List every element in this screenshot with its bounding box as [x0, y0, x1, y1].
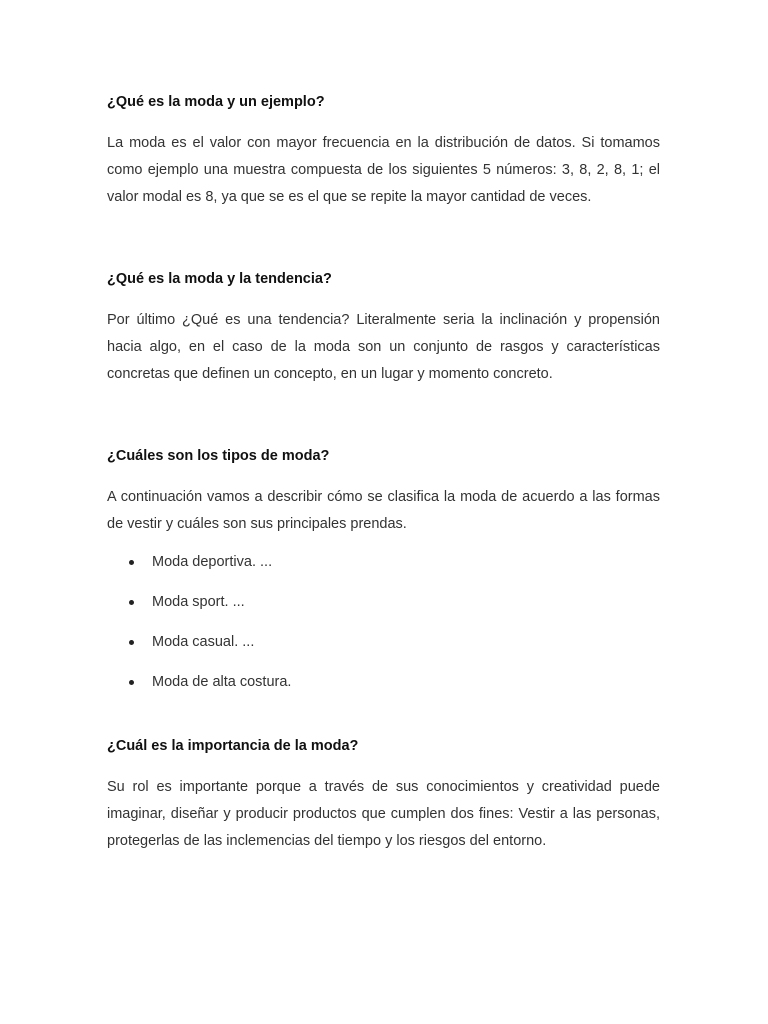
bullet-icon	[129, 600, 134, 605]
list-item	[107, 592, 660, 612]
list-item-label: Moda deportiva. ...	[152, 554, 273, 570]
section-paragraph-mode-types: A continuación vamos a describir cómo se clasifica la moda de acuerdo a las formas de vestir y cuáles son sus principales prendas.	[107, 489, 660, 532]
list-item-label: Moda casual. ...	[152, 634, 255, 650]
section-spacer	[107, 388, 660, 446]
section-spacer	[107, 211, 660, 269]
section-heading-mode-importance: ¿Cuál es la importancia de la moda?	[107, 738, 359, 754]
list-item-label: Moda sport. ...	[152, 594, 245, 610]
list-item	[107, 632, 660, 652]
section-paragraph-mode-example: La moda es el valor con mayor frecuencia en la distribución de datos. Si tomamos como ejemplo una muestra compuesta de los siguientes 5 números: 3, 8, 2, 8, 1; el valor modal es 8, ya que se es el que se repite la mayor cantidad de veces.	[107, 135, 660, 205]
section-spacer	[107, 712, 660, 736]
document-content	[107, 92, 660, 855]
section-heading-mode-trend: ¿Qué es la moda y la tendencia?	[107, 271, 332, 287]
list-item	[107, 672, 660, 692]
list-item	[107, 552, 660, 572]
bullet-icon	[129, 640, 134, 645]
bullet-icon	[129, 560, 134, 565]
bullet-icon	[129, 680, 134, 685]
section-paragraph-mode-importance: Su rol es importante porque a través de sus conocimientos y creatividad puede imaginar, diseñar y producir productos que cumplen dos fines: Vestir a las personas, protegerlas de las inclemencias del tiempo y los riesgos del entorno.	[107, 779, 660, 849]
section-heading-mode-example: ¿Qué es la moda y un ejemplo?	[107, 94, 325, 110]
list-item-label: Moda de alta costura.	[152, 674, 292, 690]
mode-types-list	[107, 552, 660, 692]
section-paragraph-mode-trend: Por último ¿Qué es una tendencia? Literalmente seria la inclinación y propensión hacia algo, en el caso de la moda son un conjunto de rasgos y características concretas que definen un concepto, en un lugar y momento concreto.	[107, 312, 660, 382]
section-heading-mode-types: ¿Cuáles son los tipos de moda?	[107, 448, 330, 464]
